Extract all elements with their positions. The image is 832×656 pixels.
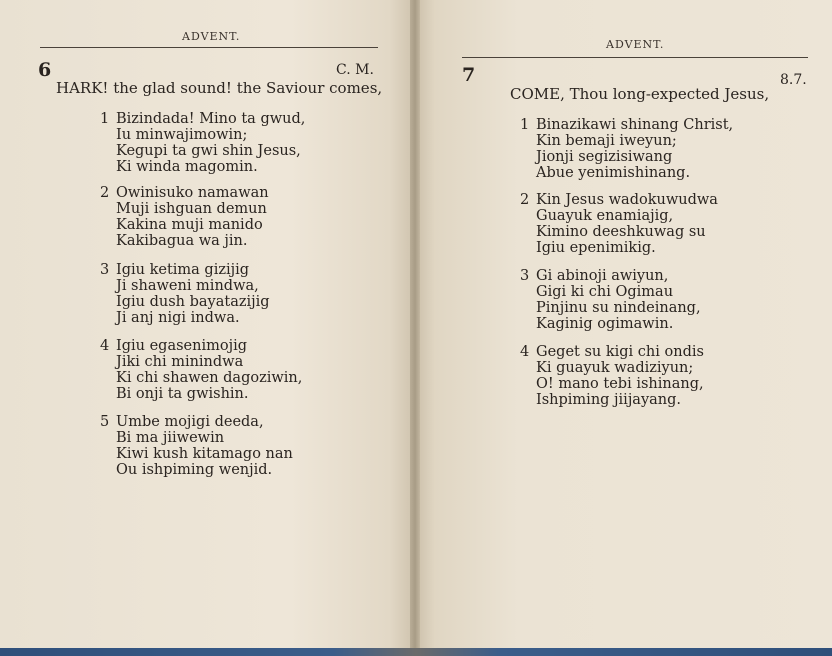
verse-line: Ki chi shawen dagoziwin, — [116, 370, 303, 386]
verse-number: 4 — [520, 344, 530, 360]
verse-line: Kiwi kush kitamago nan — [116, 446, 293, 462]
hymn-meter: C. M. — [336, 62, 374, 78]
verse — [520, 117, 733, 181]
verse-number: 1 — [520, 117, 530, 133]
verse-line: Ou ishpiming wenjid. — [116, 462, 273, 478]
verse-line: O! mano tebi ishinang, — [536, 376, 704, 392]
hymn-number: 6 — [38, 59, 52, 81]
verse-line: Jionji segizisiwang — [536, 149, 673, 165]
verse-line: Kegupi ta gwi shin Jesus, — [116, 143, 301, 159]
verse-line: 1 Binazikawi shinang Christ, — [520, 117, 734, 133]
left-page — [0, 0, 414, 656]
right-page — [414, 0, 832, 656]
verse-line: Kin bemaji iweyun; — [536, 133, 677, 149]
verse-line: Guayuk enamiajig, — [536, 208, 674, 224]
verse-line: 4 Igiu egasenimojig — [100, 338, 247, 354]
header-rule — [462, 57, 808, 58]
verse — [520, 344, 704, 408]
hymn-first-line: COME, Thou long-expected Jesus, — [510, 85, 770, 103]
verse-line: 5 Umbe mojigi deeda, — [100, 414, 264, 430]
verse-line: Igiu epenimikig. — [536, 240, 656, 256]
verse-line: 4 Geget su kigi chi ondis — [520, 344, 704, 360]
hymn-meter: 8.7. — [780, 72, 807, 88]
verse-number: 4 — [100, 338, 110, 354]
verse-number: 3 — [520, 268, 530, 284]
verse-line: 1 Bizindada! Mino ta gwud, — [100, 111, 306, 127]
verse — [100, 262, 270, 326]
verse-line: 3 Igiu ketima gizijig — [100, 262, 250, 278]
verse-line: Kimino deeshkuwag su — [536, 224, 706, 240]
verse-number: 5 — [100, 414, 110, 430]
header-rule — [40, 47, 378, 48]
verse-line: 3 Gi abinoji awiyun, — [520, 268, 669, 284]
verse-line: Kakina muji manido — [116, 217, 263, 233]
verse-line: 2 Owinisuko namawan — [100, 185, 269, 201]
verse-number: 2 — [520, 192, 530, 208]
verse-number: 2 — [100, 185, 110, 201]
verse-line: Ishpiming jiijayang. — [536, 392, 682, 408]
verse — [100, 111, 305, 175]
book-gutter — [410, 0, 420, 656]
verse-line: Bi ma jiiwewin — [116, 430, 225, 446]
verse — [100, 185, 269, 249]
hymn-number: 7 — [462, 64, 476, 86]
verse — [520, 268, 701, 332]
verse — [100, 338, 302, 402]
verse-line: Muji ishguan demun — [116, 201, 267, 217]
book-bottom-edge — [0, 648, 832, 656]
running-head: ADVENT. — [182, 30, 241, 43]
verse-line: 2 Kin Jesus wadokuwudwa — [520, 192, 718, 208]
verse-line: Jiki chi minindwa — [116, 354, 244, 370]
verse-line: Kakibagua wa jin. — [116, 233, 248, 249]
verse-line: Pinjinu su nindeinang, — [536, 300, 701, 316]
verse-line: Ji anj nigi indwa. — [116, 310, 240, 326]
running-head: ADVENT. — [606, 38, 665, 51]
verse-line: Bi onji ta gwishin. — [116, 386, 249, 402]
verse-line: Ji shaweni mindwa, — [116, 278, 259, 294]
verse-line: Iu minwajimowin; — [116, 127, 248, 143]
verse-line: Kaginig ogimawin. — [536, 316, 674, 332]
verse — [520, 192, 718, 256]
verse-line: Gigi ki chi Ogimau — [536, 284, 674, 300]
verse-line: Ki winda magomin. — [116, 159, 258, 175]
verse-number: 1 — [100, 111, 110, 127]
verse-number: 3 — [100, 262, 110, 278]
verse — [100, 414, 293, 478]
verse-line: Ki guayuk wadiziyun; — [536, 360, 694, 376]
hymn-first-line: HARK! the glad sound! the Saviour comes, — [56, 79, 383, 97]
verse-line: Igiu dush bayatazijig — [116, 294, 270, 310]
verse-line: Abue yenimishinang. — [536, 165, 691, 181]
